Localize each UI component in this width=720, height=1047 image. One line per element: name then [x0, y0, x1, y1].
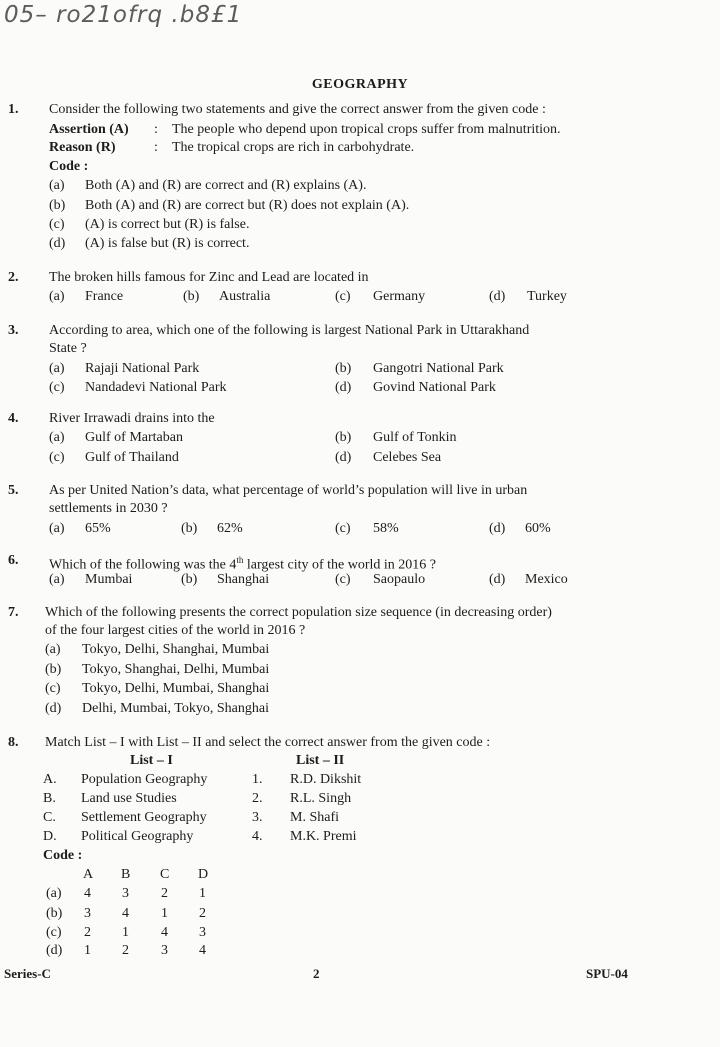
code-cell: 2	[161, 886, 168, 901]
option-label: (b)	[45, 662, 62, 677]
option-text: Both (A) and (R) are correct but (R) does not explain (A).	[85, 198, 410, 213]
option-label: (c)	[45, 681, 61, 696]
code-cell: 3	[161, 943, 168, 958]
match-row-label: C.	[43, 810, 56, 825]
option-text: Delhi, Mumbai, Tokyo, Shanghai	[82, 701, 269, 716]
option-text: Gulf of Tonkin	[373, 430, 457, 445]
code-cell: 2	[122, 943, 129, 958]
option-label: (a)	[49, 289, 65, 304]
question-text: According to area, which one of the following is largest National Park in Uttarakhand	[49, 323, 530, 338]
code-label: Code :	[43, 848, 83, 863]
option-text: Mumbai	[85, 572, 133, 587]
match-row-item: Political Geography	[81, 829, 194, 844]
option-text: Shanghai	[217, 572, 270, 587]
question-text: Which of the following presents the correct population size sequence (in decreasing order)	[45, 605, 552, 620]
match-row-author: R.L. Singh	[290, 791, 352, 806]
assertion-label: Assertion (A)	[49, 122, 129, 137]
footer-page-number: 2	[313, 966, 320, 981]
option-label: (d)	[45, 701, 62, 716]
option-label: (a)	[45, 642, 61, 657]
question-text: The broken hills famous for Zinc and Lead are located in	[49, 270, 369, 285]
option-label: (d)	[335, 380, 352, 395]
option-text: 62%	[217, 521, 243, 536]
question-text: settlements in 2030 ?	[49, 501, 168, 516]
match-row-item: Population Geography	[81, 772, 208, 787]
assertion-text: The people who depend upon tropical crops suffer from malnutrition.	[172, 122, 561, 137]
match-row-number: 4.	[252, 829, 263, 844]
question-number: 6.	[8, 553, 19, 568]
code-row-label: (b)	[46, 906, 63, 921]
option-label: (d)	[489, 572, 506, 587]
code-header: B	[121, 867, 131, 882]
option-text: Mexico	[525, 572, 568, 587]
code-header: C	[160, 867, 170, 882]
option-label: (b)	[335, 430, 352, 445]
handwritten-note: 05– ro21ofrq .b8£1	[4, 2, 243, 28]
match-row-number: 2.	[252, 791, 263, 806]
question-text-part: largest city of the world in 2016 ?	[243, 557, 437, 573]
option-label: (a)	[49, 178, 65, 193]
page-title: GEOGRAPHY	[311, 77, 409, 92]
match-row-author: M. Shafi	[290, 810, 339, 825]
option-label: (c)	[49, 450, 65, 465]
code-header: A	[83, 867, 94, 882]
option-label: (a)	[49, 361, 65, 376]
question-number: 8.	[8, 735, 19, 750]
option-label: (b)	[181, 572, 198, 587]
option-label: (d)	[489, 521, 506, 536]
match-row-number: 1.	[252, 772, 263, 787]
question-number: 2.	[8, 270, 19, 285]
question-number: 5.	[8, 483, 19, 498]
code-cell: 4	[122, 906, 129, 921]
superscript: th	[236, 555, 244, 565]
code-cell: 4	[161, 925, 168, 940]
code-cell: 1	[84, 943, 91, 958]
option-label: (d)	[49, 236, 66, 251]
match-row-author: M.K. Premi	[290, 829, 357, 844]
option-text: Govind National Park	[373, 380, 496, 395]
match-row-author: R.D. Dikshit	[290, 772, 362, 787]
question-text: State ?	[49, 341, 87, 356]
option-label: (b)	[335, 361, 352, 376]
code-cell: 3	[199, 925, 206, 940]
code-cell: 4	[199, 943, 206, 958]
question-number: 3.	[8, 323, 19, 338]
option-label: (a)	[49, 430, 65, 445]
option-text: France	[85, 289, 124, 304]
code-row-label: (d)	[46, 943, 63, 958]
option-text: Australia	[219, 289, 271, 304]
question-number: 7.	[8, 605, 19, 620]
option-label: (b)	[49, 198, 66, 213]
option-label: (d)	[335, 450, 352, 465]
code-cell: 1	[122, 925, 129, 940]
option-text: Germany	[373, 289, 426, 304]
option-text: Both (A) and (R) are correct and (R) explains (A).	[85, 178, 367, 193]
option-text: (A) is correct but (R) is false.	[85, 217, 250, 232]
assertion-colon: :	[154, 122, 158, 137]
footer-series: Series-C	[4, 966, 51, 981]
code-cell: 1	[161, 906, 168, 921]
question-text-part: Which of the following was the 4	[49, 557, 237, 573]
question-text: of the four largest cities of the world in 2016 ?	[45, 623, 306, 638]
reason-colon: :	[154, 140, 158, 155]
code-label: Code :	[49, 159, 89, 174]
code-cell: 2	[199, 906, 206, 921]
option-text: Tokyo, Shanghai, Delhi, Mumbai	[82, 662, 270, 677]
option-label: (a)	[49, 521, 65, 536]
option-text: 58%	[373, 521, 399, 536]
option-text: Nandadevi National Park	[85, 380, 227, 395]
match-row-label: A.	[43, 772, 57, 787]
option-text: Gulf of Martaban	[85, 430, 183, 445]
code-row-label: (c)	[46, 925, 62, 940]
question-text: Match List – I with List – II and select the correct answer from the given code :	[45, 735, 491, 750]
footer-paper-code: SPU-04	[586, 966, 628, 981]
reason-text: The tropical crops are rich in carbohydrate.	[172, 140, 415, 155]
reason-label: Reason (R)	[49, 140, 116, 155]
list-1-header: List – I	[130, 753, 173, 768]
code-row-label: (a)	[46, 886, 62, 901]
option-label: (b)	[181, 521, 198, 536]
code-cell: 4	[84, 886, 91, 901]
option-text: Gangotri National Park	[373, 361, 504, 376]
list-2-header: List – II	[296, 753, 345, 768]
option-text: Saopaulo	[373, 572, 426, 587]
code-cell: 1	[199, 886, 206, 901]
match-row-item: Land use Studies	[81, 791, 177, 806]
option-label: (d)	[489, 289, 506, 304]
code-cell: 3	[122, 886, 129, 901]
code-header: D	[198, 867, 209, 882]
option-text: (A) is false but (R) is correct.	[85, 236, 250, 251]
option-label: (c)	[49, 217, 65, 232]
question-number: 1.	[8, 102, 19, 117]
question-text: River Irrawadi drains into the	[49, 411, 215, 426]
question-text: Consider the following two statements and give the correct answer from the given code :	[49, 102, 546, 117]
option-label: (b)	[183, 289, 200, 304]
option-label: (c)	[335, 521, 351, 536]
match-row-number: 3.	[252, 810, 263, 825]
option-text: 65%	[85, 521, 111, 536]
option-label: (c)	[335, 289, 351, 304]
option-text: Gulf of Thailand	[85, 450, 179, 465]
option-label: (a)	[49, 572, 65, 587]
option-label: (c)	[49, 380, 65, 395]
option-text: Celebes Sea	[373, 450, 442, 465]
option-label: (c)	[335, 572, 351, 587]
match-row-label: D.	[43, 829, 57, 844]
option-text: Turkey	[527, 289, 567, 304]
option-text: Tokyo, Delhi, Shanghai, Mumbai	[82, 642, 270, 657]
code-cell: 3	[84, 906, 91, 921]
match-row-label: B.	[43, 791, 56, 806]
match-row-item: Settlement Geography	[81, 810, 207, 825]
question-text: As per United Nation’s data, what percentage of world’s population will live in urban	[49, 483, 528, 498]
code-cell: 2	[84, 925, 91, 940]
option-text: Tokyo, Delhi, Mumbai, Shanghai	[82, 681, 270, 696]
question-number: 4.	[8, 411, 19, 426]
option-text: 60%	[525, 521, 551, 536]
option-text: Rajaji National Park	[85, 361, 200, 376]
